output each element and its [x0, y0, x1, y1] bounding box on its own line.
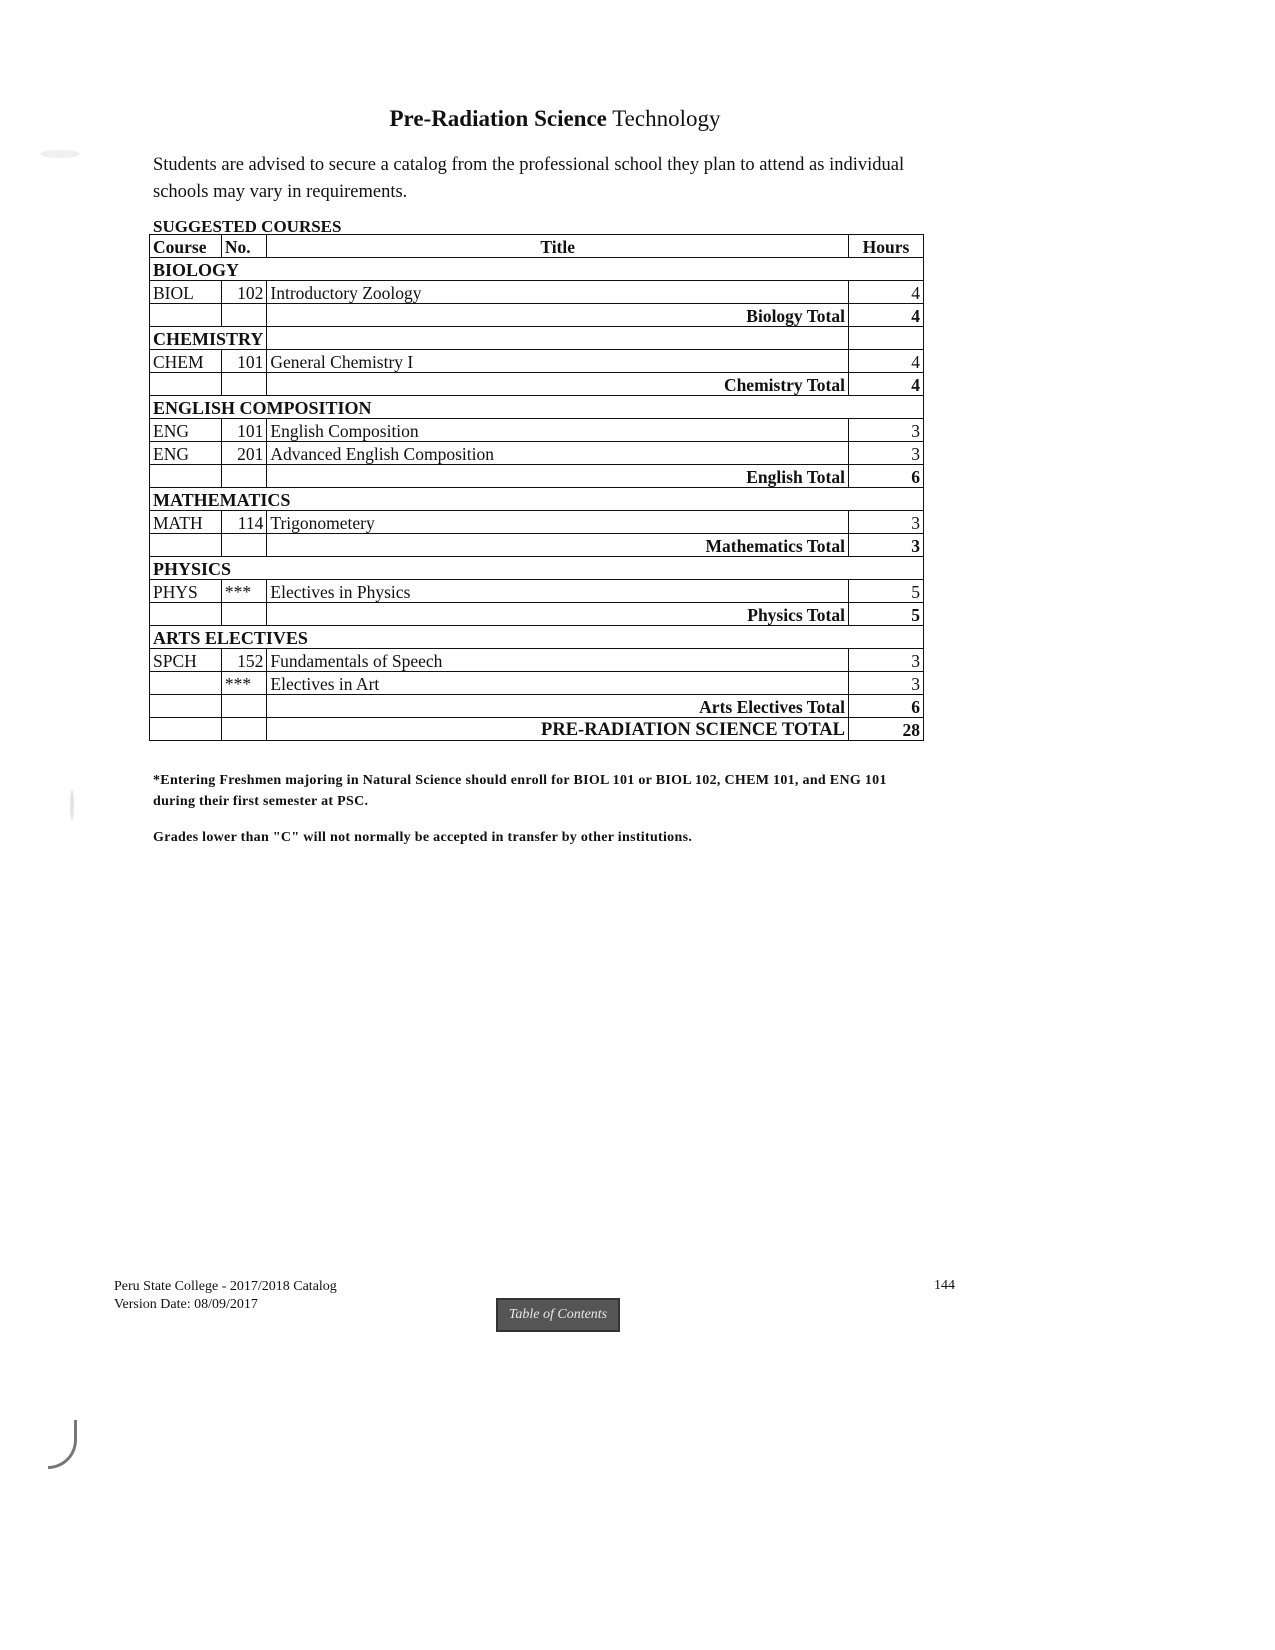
title-bold: Pre-Radiation Science: [389, 106, 607, 131]
section-name: ARTS ELECTIVES: [150, 626, 924, 649]
section-row: [150, 626, 924, 649]
course-code: SPCH: [150, 649, 222, 672]
course-number: ***: [221, 672, 267, 695]
course-code: ENG: [150, 442, 222, 465]
course-number: 201: [221, 442, 267, 465]
course-number: 114: [221, 511, 267, 534]
section-row: [150, 327, 924, 350]
subtotal-label: Chemistry Total: [267, 373, 849, 396]
course-hours: 4: [849, 281, 924, 304]
section-name: ENGLISH COMPOSITION: [150, 396, 924, 419]
intro-text: Students are advised to secure a catalog from the professional school they plan to attend as individual schools may vary in requirements.: [153, 155, 905, 202]
course-number: 101: [221, 419, 267, 442]
course-hours: 3: [849, 419, 924, 442]
table-row: [150, 281, 924, 304]
table-row: [150, 511, 924, 534]
course-code: ENG: [150, 419, 222, 442]
section-row: [150, 488, 924, 511]
course-number: 152: [221, 649, 267, 672]
course-code: [150, 672, 222, 695]
grand-total-label: PRE-RADIATION SCIENCE TOTAL: [267, 718, 849, 741]
subtotal-row: [150, 304, 924, 327]
subtotal-hours: 3: [849, 534, 924, 557]
section-name: CHEMISTRY: [150, 327, 267, 350]
footer-catalog: Peru State College - 2017/2018 Catalog: [114, 1279, 337, 1294]
course-title: Fundamentals of Speech: [267, 649, 849, 672]
header-no: No.: [221, 235, 267, 258]
course-title: Electives in Art: [267, 672, 849, 695]
subtotal-row: [150, 534, 924, 557]
course-number: ***: [221, 580, 267, 603]
subtotal-hours: 5: [849, 603, 924, 626]
section-row: [150, 258, 924, 281]
subtotal-label: Physics Total: [267, 603, 849, 626]
course-code: MATH: [150, 511, 222, 534]
subtotal-row: [150, 465, 924, 488]
scan-mark: [48, 1420, 77, 1469]
page-number: 144: [934, 1278, 955, 1293]
course-number: 101: [221, 350, 267, 373]
course-hours: 3: [849, 649, 924, 672]
section-name: PHYSICS: [150, 557, 924, 580]
course-hours: 3: [849, 511, 924, 534]
courses-table: [149, 234, 924, 741]
subtotal-hours: 4: [849, 373, 924, 396]
course-title: Trigonometery: [267, 511, 849, 534]
subtotal-label: Biology Total: [267, 304, 849, 327]
course-title: General Chemistry I: [267, 350, 849, 373]
course-number: 102: [221, 281, 267, 304]
course-code: PHYS: [150, 580, 222, 603]
subtotal-hours: 4: [849, 304, 924, 327]
subtotal-label: English Total: [267, 465, 849, 488]
table-header-row: [150, 235, 924, 258]
course-code: BIOL: [150, 281, 222, 304]
course-hours: 3: [849, 442, 924, 465]
course-title: Introductory Zoology: [267, 281, 849, 304]
footer: [114, 1278, 337, 1314]
grand-total-hours: 28: [849, 718, 924, 741]
section-name: BIOLOGY: [150, 258, 924, 281]
table-row: [150, 350, 924, 373]
course-hours: 3: [849, 672, 924, 695]
footer-version-date: Version Date: 08/09/2017: [114, 1297, 258, 1312]
course-hours: 4: [849, 350, 924, 373]
header-hours: Hours: [849, 235, 924, 258]
course-title: English Composition: [267, 419, 849, 442]
freshmen-note: *Entering Freshmen majoring in Natural Science should enroll for BIOL 101 or BIOL 102, CHEM 101, and ENG 101 during their first semester at PSC.: [153, 773, 887, 809]
subtotal-hours: 6: [849, 695, 924, 718]
suggested-courses-heading: SUGGESTED COURSES: [153, 217, 342, 236]
table-of-contents-button[interactable]: Table of Contents: [496, 1298, 620, 1332]
scan-mark: [40, 150, 80, 158]
section-name: MATHEMATICS: [150, 488, 924, 511]
course-code: CHEM: [150, 350, 222, 373]
course-hours: 5: [849, 580, 924, 603]
course-title: Advanced English Composition: [267, 442, 849, 465]
course-title: Electives in Physics: [267, 580, 849, 603]
title-rest: Technology: [612, 106, 721, 131]
section-row: [150, 557, 924, 580]
subtotal-row: [150, 695, 924, 718]
section-row: [150, 396, 924, 419]
subtotal-row: [150, 603, 924, 626]
table-row: [150, 672, 924, 695]
header-course: Course: [150, 235, 222, 258]
grades-note: Grades lower than "C" will not normally be accepted in transfer by other institutions.: [153, 830, 693, 845]
table-row: [150, 649, 924, 672]
table-row: [150, 442, 924, 465]
scan-mark: [70, 790, 74, 820]
subtotal-label: Mathematics Total: [267, 534, 849, 557]
table-row: [150, 580, 924, 603]
table-row: [150, 419, 924, 442]
subtotal-hours: 6: [849, 465, 924, 488]
header-title: Title: [267, 235, 849, 258]
subtotal-label: Arts Electives Total: [267, 695, 849, 718]
subtotal-row: [150, 373, 924, 396]
grand-total-row: [150, 718, 924, 741]
page-title: [0, 106, 1110, 132]
